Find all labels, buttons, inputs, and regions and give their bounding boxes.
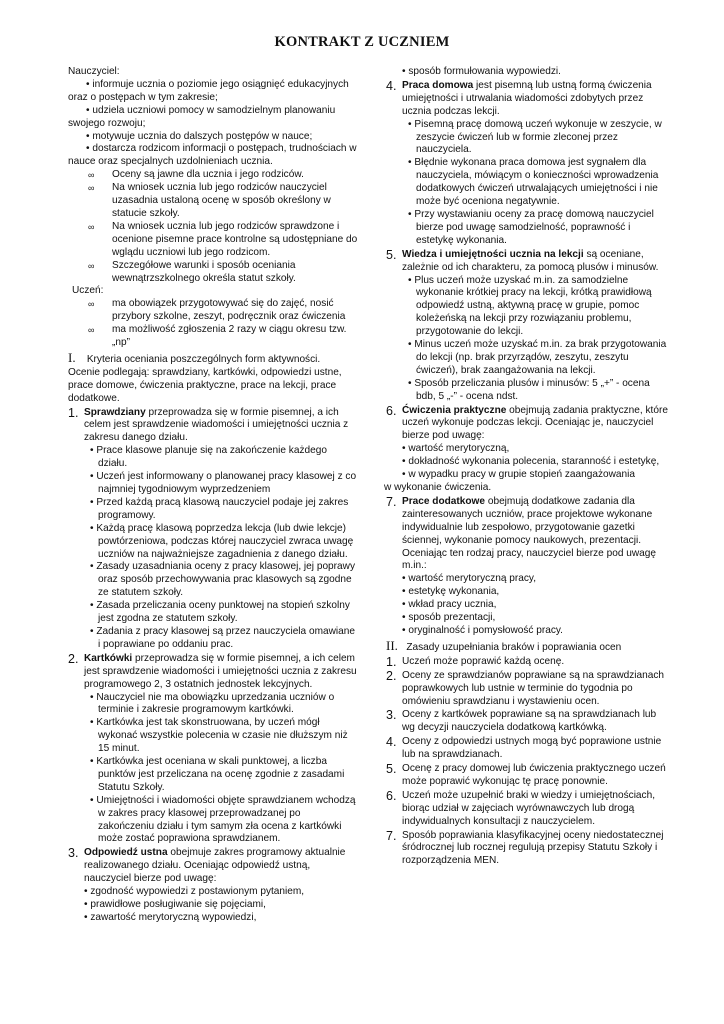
bullet: • Przy wystawianiu oceny za pracę domową nauczyciel bierze pod uwagę samodzielność, poprawność i estetykę wykonania. — [408, 208, 654, 246]
document-title: KONTRAKT Z UCZNIEM — [274, 34, 450, 50]
item-heading: Kartkówki — [84, 652, 133, 664]
rule-text: ma obowiązek przygotowywać się do zajęć, nosić przybory szkolne, zeszyt, podręcznik oraz ćwiczenia — [112, 298, 346, 323]
bullet: • Zasady uzasadniania oceny z pracy klasowej, jej poprawy oraz sposób przechowywania prac klasowych są zgodne ze statutem szkoły. — [90, 561, 355, 599]
correction-rule — [386, 790, 668, 829]
bullet: • dokładność wykonania polecenia, staranność i estetykę, — [402, 456, 660, 468]
teacher-item: • motywuje ucznia do dalszych postępów w nauce; — [86, 130, 313, 142]
bullet: • Pisemną pracę domową uczeń wykonuje w zeszycie, w zeszycie ćwiczeń lub w formie zleconej przez nauczyciela. — [408, 118, 662, 156]
rule-text: Oceny z odpowiedzi ustnych mogą być poprawione ustnie lub na sprawdzianach. — [402, 736, 662, 761]
item-heading: Wiedza i umiejętności ucznia na lekcji — [402, 248, 584, 260]
item-text: obejmuje zakres programowy aktualnie realizowanego działu. Oceniając odpowiedź ustną, nauczyciel bierze pod uwagę: — [84, 847, 346, 885]
infinity-bullet-icon: ∞ — [88, 325, 95, 336]
section-title: Kryteria oceniania poszczególnych form aktywności. — [86, 353, 321, 365]
item-text: przeprowadza się w formie pisemnej, a ich celem jest sprawdzenie wiadomości i umiejętności ucznia z zakresu danego działu. — [84, 406, 349, 444]
item-text: są oceniane, zależnie od ich charakteru, za pomocą plusów i minusów. — [402, 248, 659, 273]
bullet: • zgodność wypowiedzi z postawionym pytaniem, — [84, 886, 305, 898]
bullet: • wartość merytoryczną, — [402, 443, 510, 455]
criteria-item — [386, 249, 668, 404]
teacher-rule — [68, 169, 358, 182]
rule-text: Na wniosek ucznia lub jego rodziców sprawdzone i ocenione pisemne prace kontrolne są udostępniane do wglądu uczniowi lub jego rodzicom. — [112, 220, 358, 258]
item-number: 7. — [386, 828, 397, 843]
criteria-item — [386, 405, 668, 482]
section-title: Zasady uzupełniania braków i poprawiania ocen — [406, 641, 622, 653]
rule-text: Oceny z kartkówek poprawiane są na sprawdzianach lub wg decyzji nauczyciela dodatkową kartkówką. — [402, 709, 657, 734]
correction-rule — [386, 656, 668, 669]
item-text: przeprowadza się w formie pisemnej, a ich celem jest sprawdzenie wiadomości i umiejętności ucznia z zakresu programowego 2, 3 ostatnich jednostek lekcyjnych. — [84, 652, 357, 690]
infinity-bullet-icon: ∞ — [88, 299, 95, 310]
item-number: 2. — [68, 651, 79, 666]
item-number: 7. — [386, 494, 397, 509]
student-label: Uczeń: — [72, 285, 104, 297]
item-number: 3. — [386, 708, 397, 723]
item-number: 4. — [386, 78, 397, 93]
item-heading: Odpowiedź ustna — [84, 847, 168, 859]
left-column — [68, 66, 358, 925]
bullet: • Umiejętności i wiadomości objęte sprawdzianem wchodzą w zakres pracy klasowej przeprowadzanej po zakończeniu działu i tym samym zła ocena z kartkówki może zostać poprawiona sprawdzianem. — [90, 794, 356, 845]
right-column — [386, 66, 668, 868]
section-heading — [68, 349, 358, 367]
infinity-bullet-icon: ∞ — [88, 183, 95, 194]
rule-text: Oceny są jawne dla ucznia i jego rodziców. — [112, 169, 304, 181]
item-number: 6. — [386, 403, 397, 418]
infinity-bullet-icon: ∞ — [88, 170, 95, 181]
item-number: 1. — [386, 654, 397, 669]
criteria-item — [68, 407, 358, 652]
correction-rule — [386, 709, 668, 735]
item-number: 6. — [386, 788, 397, 803]
correction-rule — [386, 670, 668, 709]
item-text: obejmują dodatkowe zadania dla zainteresowanych uczniów, prace projektowe wykonane indywidualnie lub zespołowo, przygotowanie gazetki ściennej, wykonanie pomocy naukowych, prezentacji. Oceniając ten rodzaj pracy, nauczyciel bierze pod uwagę m.in.: — [402, 495, 656, 572]
student-rule — [68, 298, 358, 324]
teacher-label: Nauczyciel: — [68, 66, 120, 77]
section-number: I. — [68, 349, 76, 365]
section-number: II. — [386, 637, 398, 653]
rule-text: Na wniosek ucznia lub jego rodziców nauczyciel uzasadnia ustaloną ocenę w sposób określony w statucie szkoły. — [112, 182, 331, 219]
section-intro: Ocenie podlegają: sprawdziany, kartkówki, odpowiedzi ustne, prace domowe, ćwiczenia praktyczne, prace na lekcji, prace dodatkowe. — [68, 366, 342, 404]
bullet: • Zadania z pracy klasowej są przez nauczyciela omawiane i poprawiane po oddaniu prac. — [90, 625, 355, 650]
rule-text: Oceny ze sprawdzianów poprawiane są na sprawdzianach poprawkowych lub ustnie w terminie do tygodnia po omówieniu sprawdzianu i wystawieniu ocen. — [402, 669, 665, 707]
rule-text: ma możliwość zgłoszenia 2 razy w ciągu okresu tzw. „np” — [112, 324, 347, 349]
bullet: • sposób formułowania wypowiedzi. — [402, 66, 561, 77]
teacher-rule — [68, 260, 358, 286]
teacher-item: • udziela uczniowi pomocy w samodzielnym planowaniu swojego rozwoju; — [68, 104, 336, 129]
criteria-item — [68, 653, 358, 847]
bullet: • sposób prezentacji, — [402, 612, 496, 624]
correction-rule — [386, 830, 668, 869]
bullet: • Kartkówka jest oceniana w skali punktowej, a liczba punktów jest przeliczana na ocenę zgodnie z zasadami Statutu Szkoły. — [90, 756, 345, 793]
item-heading: Prace dodatkowe — [402, 495, 486, 507]
bullet: • Przed każdą pracą klasową nauczyciel podaje jej zakres programowy. — [90, 496, 349, 521]
item-number: 2. — [386, 668, 397, 683]
item-heading: Praca domowa — [402, 79, 474, 91]
rule-text: Uczeń może poprawić każdą ocenę. — [402, 655, 565, 667]
bullet: • Kartkówka jest tak skonstruowana, by uczeń mógł wykonać wszystkie polecenia w czasie nie dłuższym niż 15 minut. — [90, 717, 348, 755]
infinity-bullet-icon: ∞ — [88, 221, 95, 232]
bullet: • Uczeń jest informowany o planowanej pracy klasowej z co najmniej tygodniowym wyprzedzeniem — [90, 471, 357, 495]
bullet: • Każdą pracę klasową poprzedza lekcja (lub dwie lekcje) powtórzeniowa, podczas której nauczyciel zwraca uwagę uczniów na najważniejsze zagadnienia z danego działu. — [90, 522, 354, 560]
teacher-item: • dostarcza rodzicom informacji o postępach, trudnościach w nauce oraz specjalnych uzdolnieniach ucznia. — [68, 143, 357, 168]
rule-text: Szczegółowe warunki i sposób oceniania wewnątrzszkolnego określa statut szkoły. — [112, 259, 296, 284]
criteria-item — [386, 496, 668, 638]
item-tail: w wykonanie ćwiczenia. — [384, 482, 492, 493]
teacher-rule — [68, 182, 358, 221]
bullet: • Minus uczeń może uzyskać m.in. za brak przygotowania do lekcji (np. brak przyrządów, zeszytu, zeszytu ćwiczeń), brak zaangażowania na lekcji. — [408, 339, 667, 376]
item-text: obejmują zadania praktyczne, które uczeń wykonuje podczas lekcji. Oceniając je, nauczyciel bierze pod uwagę: — [402, 404, 668, 442]
infinity-bullet-icon: ∞ — [88, 260, 95, 271]
rule-text: Uczeń może uzupełnić braki w wiedzy i umiejętnościach, biorąc udział w zajęciach wyrównawczych lub drogą indywidualnych konsultacji z nauczycielem. — [402, 789, 656, 827]
item-heading: Ćwiczenia praktyczne — [402, 404, 507, 416]
item-number: 3. — [68, 846, 79, 861]
rule-text: Sposób poprawiania klasyfikacyjnej oceny niedostatecznej śródrocznej lub rocznej regulują przepisy Statutu Szkoły i rozporządzenia MEN. — [402, 829, 664, 867]
bullet: • Błędnie wykonana praca domowa jest sygnałem dla nauczyciela, mówiącym o konieczności wprowadzenia dodatkowych ćwiczeń utrwalających umiejętności i nie może być oceniona negatywnie. — [408, 157, 659, 208]
correction-rule — [386, 736, 668, 762]
item-text: jest pisemną lub ustną formą ćwiczenia umiejętności i utrwalania wiadomości zdobytych przez ucznia podczas lekcji. — [402, 79, 652, 117]
item-number: 1. — [68, 405, 79, 420]
criteria-item — [386, 80, 668, 248]
rule-text: Ocenę z pracy domowej lub ćwiczenia praktycznego uczeń może poprawić wykonując tę pracę ponownie. — [402, 763, 666, 787]
bullet: • Nauczyciel nie ma obowiązku uprzedzania uczniów o terminie i zakresie programowym kartkówki. — [90, 691, 335, 716]
student-rule — [68, 324, 358, 350]
correction-rule — [386, 763, 668, 789]
section-heading — [386, 637, 668, 655]
criteria-item — [68, 847, 358, 924]
bullet: • prawidłowe posługiwanie się pojęciami, — [84, 899, 266, 910]
item-number: 5. — [386, 762, 397, 777]
item-number: 5. — [386, 247, 397, 262]
bullet: • wkład pracy ucznia, — [402, 599, 497, 611]
bullet: • Plus uczeń może uzyskać m.in. za samodzielne wykonanie krótkiej pracy na lekcji, krótką prawidłową odpowiedź ustną, aktywną pracę w grupie, pomoc koleżeńską na lekcji przy rozwiązaniu problemu, przygotowanie do lekcji. — [408, 274, 652, 338]
bullet: • zawartość merytoryczną wypowiedzi, — [84, 911, 257, 923]
bullet: • oryginalność i pomysłowość pracy. — [402, 624, 563, 636]
bullet: • Sposób przeliczania plusów i minusów: 5 „+” - ocena bdb, 5 „-” - ocena ndst. — [408, 377, 650, 402]
bullet: • wartość merytoryczną pracy, — [402, 573, 537, 585]
bullet: • w wypadku pracy w grupie stopień zaangażowania — [402, 469, 636, 481]
bullet: • Prace klasowe planuje się na zakończenie każdego działu. — [90, 445, 327, 470]
teacher-item: • informuje ucznia o poziomie jego osiągnięć edukacyjnych oraz o postępach w tym zakresie; — [68, 78, 349, 103]
item-heading: Sprawdziany — [84, 406, 146, 418]
item-number: 4. — [386, 735, 397, 750]
teacher-rule — [68, 221, 358, 260]
bullet: • Zasada przeliczania oceny punktowej na stopień szkolny jest zgodna ze statutem szkoły. — [90, 600, 350, 625]
bullet: • estetykę wykonania, — [402, 586, 500, 598]
